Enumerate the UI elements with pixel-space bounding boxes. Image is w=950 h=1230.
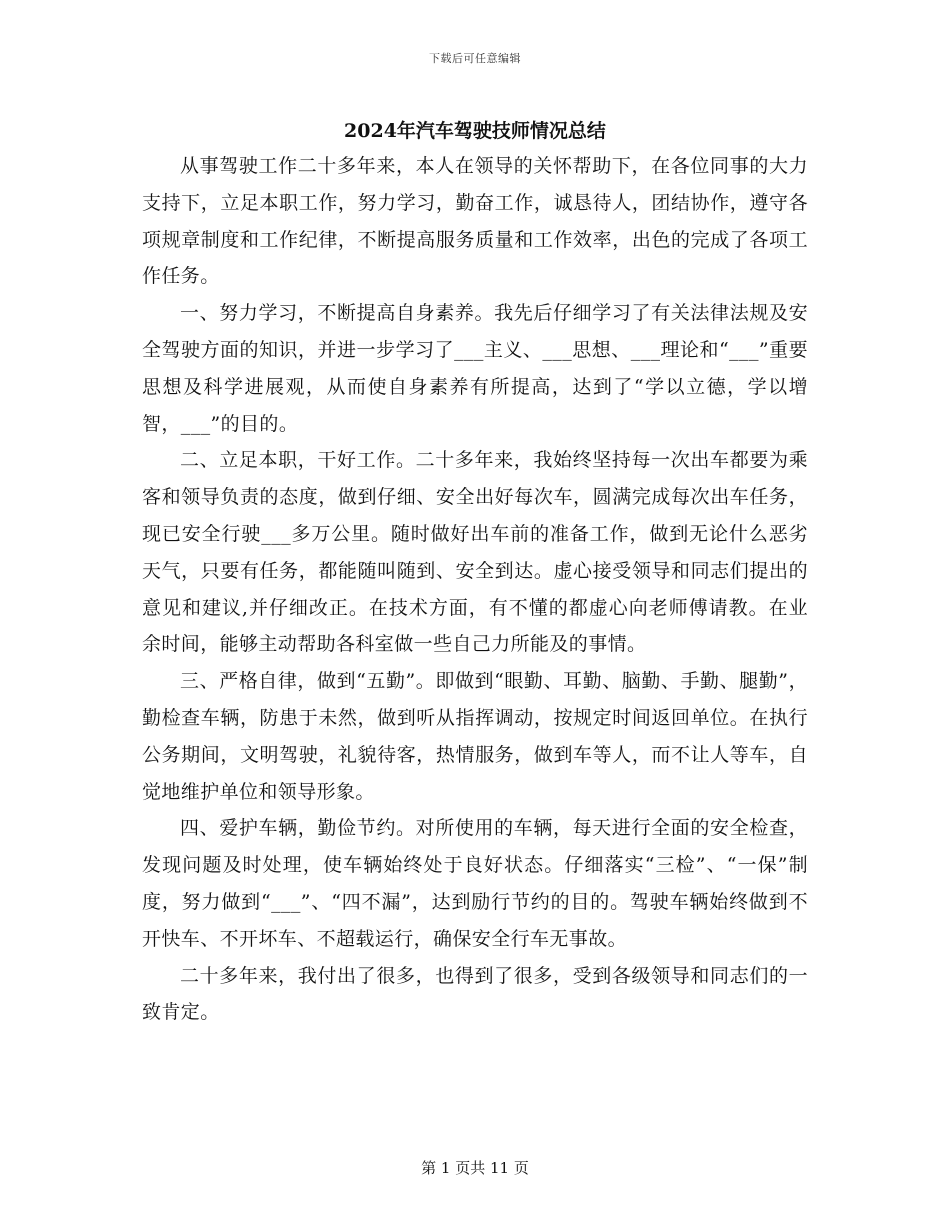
paragraph-vehicle-care: 四、爱护车辆，勤俭节约。对所使用的车辆，每天进行全面的安全检查，发现问题及时处理，使车辆始终处于良好状态。仔细落实“三检”、“一保”制度，努力做到“___”、“四不漏”，达到励行节约的目的。驾驶车辆始终做到不开快车、不开坏车、不超载运行，确保安全行车无事故。 [142, 817, 808, 950]
paragraph-discipline: 三、严格自律，做到“五勤”。即做到“眼勤、耳勤、脑勤、手勤、腿勤”，勤检查车辆，防患于未然，做到听从指挥调动，按规定时间返回单位。在执行公务期间，文明驾驶，礼貌待客，热情服务，做到车等人，而不让人等车，自觉地维护单位和领导形象。 [142, 670, 808, 803]
document-body [142, 148, 808, 1031]
paragraph-conclusion: 二十多年来，我付出了很多，也得到了很多，受到各级领导和同志们的一致肯定。 [142, 964, 808, 1024]
paragraph-intro: 从事驾驶工作二十多年来，本人在领导的关怀帮助下，在各位同事的大力支持下，立足本职工作，努力学习，勤奋工作，诚恳待人，团结协作，遵守各项规章制度和工作纪律，不断提高服务质量和工作效率，出色的完成了各项工作任务。 [142, 155, 808, 288]
paragraph-study: 一、努力学习，不断提高自身素养。我先后仔细学习了有关法律法规及安全驾驶方面的知识，并进一步学习了___主义、___思想、___理论和“___”重要思想及科学进展观，从而使自身素养有所提高，达到了“学以立德，学以增智，___”的目的。 [142, 302, 808, 435]
paragraph-work: 二、立足本职，干好工作。二十多年来，我始终坚持每一次出车都要为乘客和领导负责的态度，做到仔细、安全出好每次车，圆满完成每次出车任务，现已安全行驶___多万公里。随时做好出车前的准备工作，做到无论什么恶劣天气，只要有任务，都能随叫随到、安全到达。虚心接受领导和同志们提出的意见和建议,并仔细改正。在技术方面，有不懂的都虚心向老师傅请教。在业余时间，能够主动帮助各科室做一些自己力所能及的事情。 [142, 449, 808, 656]
document-title: 2024年汽车驾驶技师情况总结 [344, 120, 606, 142]
page-indicator: 第 1 页共 11 页 [421, 1159, 529, 1177]
download-note: 下载后可任意编辑 [429, 52, 521, 65]
